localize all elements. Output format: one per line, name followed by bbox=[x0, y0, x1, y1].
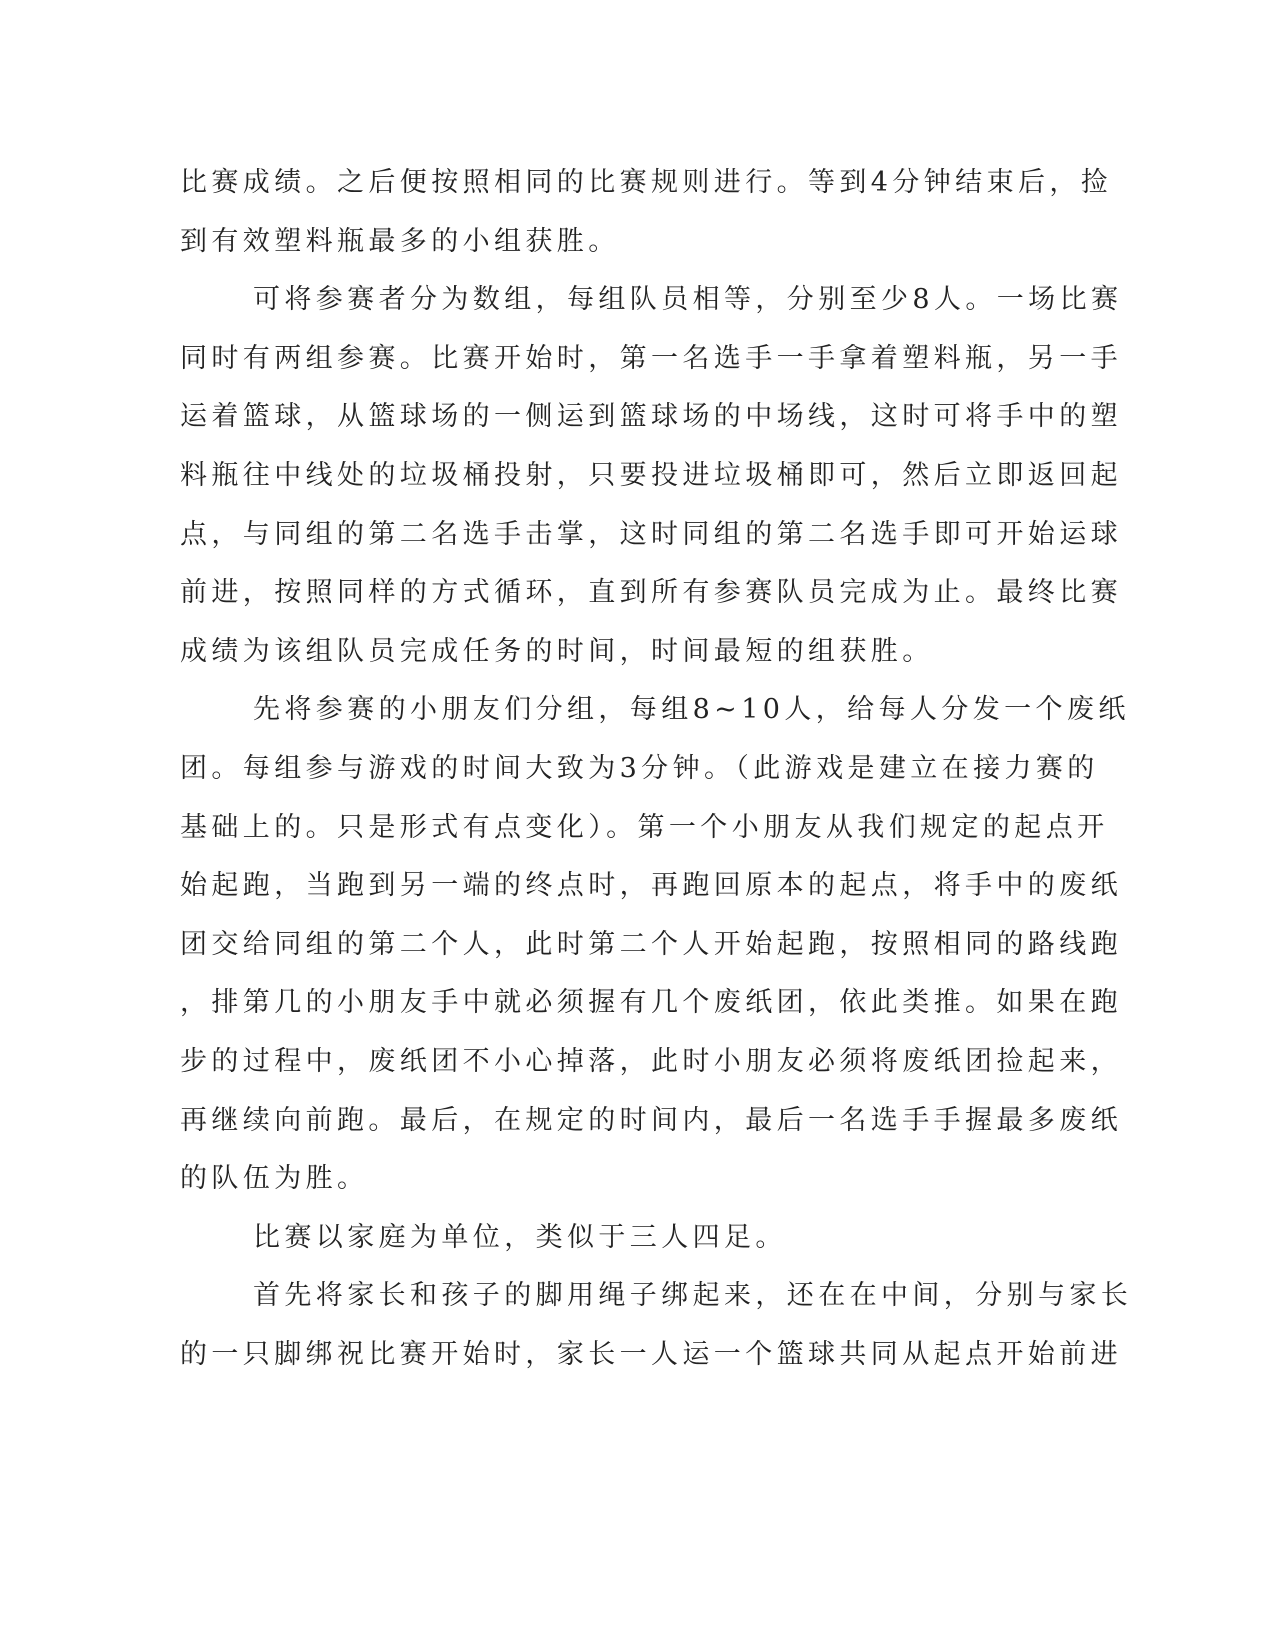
paragraph-first-line: 可将参赛者分为数组，每组队员相等，分别至少8人。一场比赛 bbox=[253, 284, 1123, 316]
text-line: ，排第几的小朋友手中就必须握有几个废纸团，依此类推。如果在跑 bbox=[180, 987, 1122, 1019]
text-line: 步的过程中，废纸团不小心掉落，此时小朋友必须将废纸团捡起来， bbox=[180, 1045, 1122, 1077]
paragraph-first-line: 首先将家长和孩子的脚用绳子绑起来，还在在中间，分别与家长 bbox=[253, 1280, 1133, 1312]
text-line: 到有效塑料瓶最多的小组获胜。 bbox=[180, 225, 620, 257]
text-line: 同时有两组参赛。比赛开始时，第一名选手一手拿着塑料瓶，另一手 bbox=[180, 342, 1122, 374]
paragraph-first-line: 先将参赛的小朋友们分组，每组8~10人，给每人分发一个废纸 bbox=[253, 694, 1130, 726]
paragraph-first-line: 比赛以家庭为单位，类似于三人四足。 bbox=[253, 1221, 787, 1253]
text-line: 团交给同组的第二个人，此时第二个人开始起跑，按照相同的路线跑 bbox=[180, 928, 1122, 960]
text-line: 始起跑，当跑到另一端的终点时，再跑回原本的起点，将手中的废纸 bbox=[180, 870, 1122, 902]
text-line: 点，与同组的第二名选手击掌，这时同组的第二名选手即可开始运球 bbox=[180, 518, 1122, 550]
text-line: 的队伍为胜。 bbox=[180, 1163, 369, 1195]
text-line: 运着篮球，从篮球场的一侧运到篮球场的中场线，这时可将手中的塑 bbox=[180, 401, 1122, 433]
text-line: 前进，按照同样的方式循环，直到所有参赛队员完成为止。最终比赛 bbox=[180, 577, 1122, 609]
text-line: 料瓶往中线处的垃圾桶投射，只要投进垃圾桶即可，然后立即返回起 bbox=[180, 459, 1122, 491]
text-line: 团。每组参与游戏的时间大致为3分钟。（此游戏是建立在接力赛的 bbox=[180, 752, 1099, 784]
text-line: 基础上的。只是形式有点变化）。第一个小朋友从我们规定的起点开 bbox=[180, 811, 1109, 843]
text-line: 成绩为该组队员完成任务的时间，时间最短的组获胜。 bbox=[180, 635, 934, 667]
text-line: 再继续向前跑。最后，在规定的时间内，最后一名选手手握最多废纸 bbox=[180, 1104, 1122, 1136]
text-line: 比赛成绩。之后便按照相同的比赛规则进行。等到4分钟结束后，捡 bbox=[180, 167, 1113, 198]
text-line: 的一只脚绑祝比赛开始时，家长一人运一个篮球共同从起点开始前进 bbox=[180, 1338, 1122, 1370]
document-body bbox=[180, 154, 1133, 1384]
